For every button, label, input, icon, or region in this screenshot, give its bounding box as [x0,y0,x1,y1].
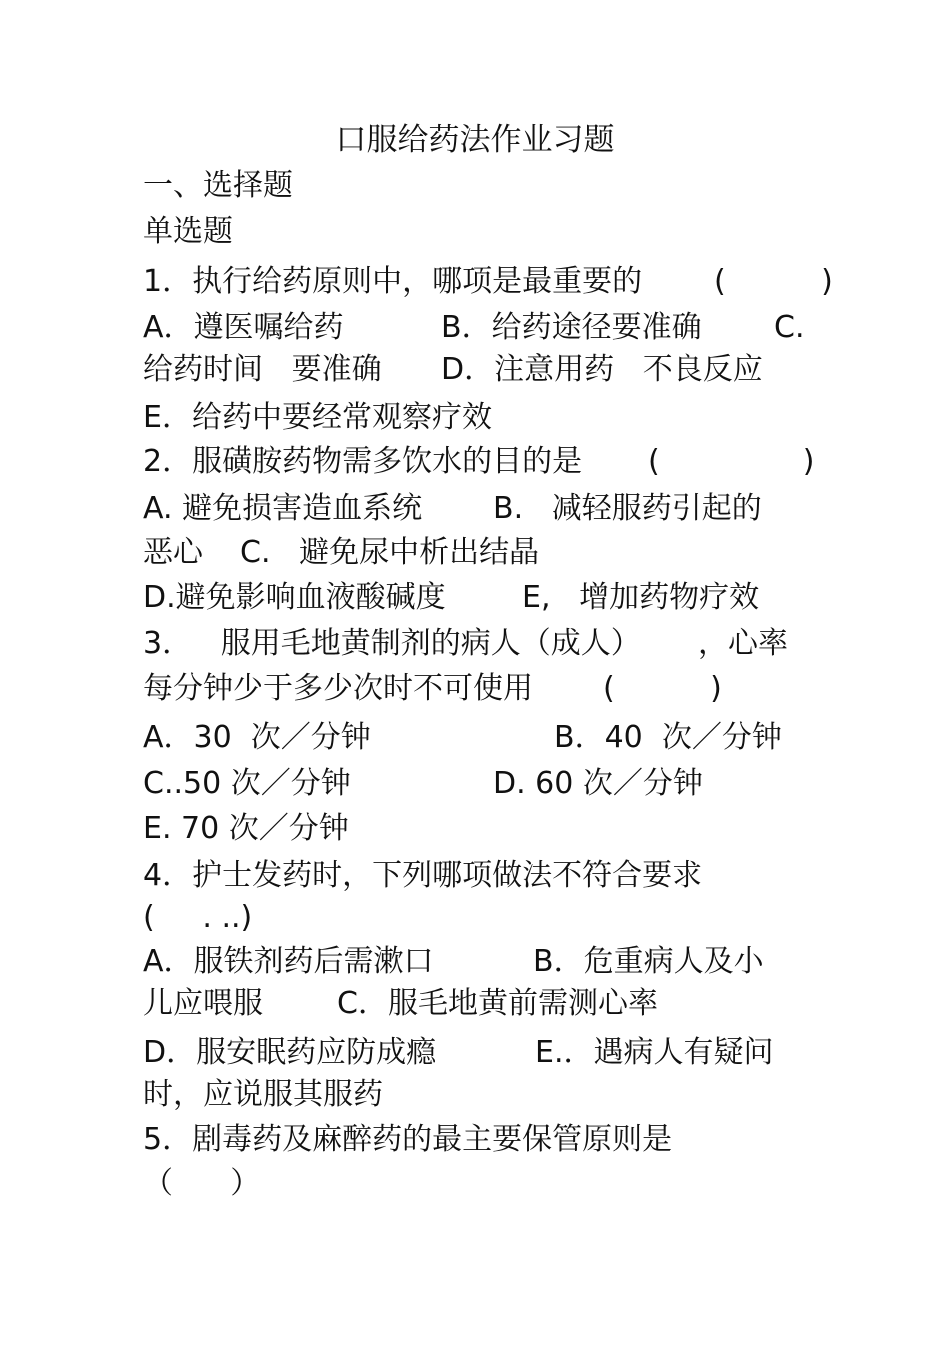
q2-option-d: D.避免影响血液酸碱度 [143,580,446,615]
q1-option-e: E．给药中要经常观察疗效 [143,400,492,435]
q4-option-d: D．服安眠药应防成瘾 [143,1035,437,1070]
q1-option-b: B．给药途径要准确 [441,310,702,345]
q3-stem: 3． 服用毛地黄制剂的病人（成人） [143,626,641,661]
q3-stem-tail: ，心率 [698,626,788,661]
section-heading: 一、选择题 [143,168,293,203]
q4-option-e-tail: 时，应说服其服药 [143,1077,383,1112]
q1-option-a: A．遵医嘱给药 [143,310,344,345]
q1-option-c-tail: 给药时间 要准确 [143,352,382,387]
q1-option-c-head: C. [774,310,805,345]
q3-option-d: D. 60 次／分钟 [493,766,703,801]
q4-option-c: C．服毛地黄前需测心率 [337,986,658,1021]
q4-option-b-tail: 儿应喂服 [143,986,263,1021]
q5-answer-paren: （ ） [143,1166,261,1201]
q4-option-a: A．服铁剂药后需漱口 [143,944,434,979]
q3-stem-line2: 每分钟少于多少次时不可使用 [143,671,533,706]
q2-answer-paren: ( ) [648,444,815,479]
q1-answer-paren: ( ) [714,264,833,299]
subsection-heading: 单选题 [143,214,233,249]
q3-option-a: A．30 次／分钟 [143,720,371,755]
q4-option-b-head: B．危重病人及小 [533,944,764,979]
q2-option-b-tail: 恶心 [143,535,203,570]
q1-stem: 1．执行给药原则中，哪项是最重要的 [143,264,643,299]
q4-answer-paren: ( . ..) [143,900,253,935]
q2-option-b-head: B. 减轻服药引起的 [493,491,762,526]
document-title: 口服给药法作业习题 [335,122,615,158]
q4-stem: 4．护士发药时，下列哪项做法不符合要求 [143,858,703,893]
q3-option-e: E. 70 次／分钟 [143,811,349,846]
q4-option-e-head: E.．遇病人有疑问 [535,1035,774,1070]
q2-option-a: A. 避免损害造血系统 [143,491,423,526]
q3-option-c: C..50 次／分钟 [143,766,351,801]
q3-answer-paren: ( ) [603,671,722,706]
q3-option-b: B．40 次／分钟 [554,720,782,755]
q2-stem: 2．服磺胺药物需多饮水的目的是 [143,444,583,479]
q2-option-c: C. 避免尿中析出结晶 [240,535,540,570]
q1-option-d: D．注意用药 不良反应 [441,352,763,387]
q2-option-e: E, 增加药物疗效 [522,580,760,615]
q5-stem: 5．剧毒药及麻醉药的最主要保管原则是 [143,1122,673,1157]
